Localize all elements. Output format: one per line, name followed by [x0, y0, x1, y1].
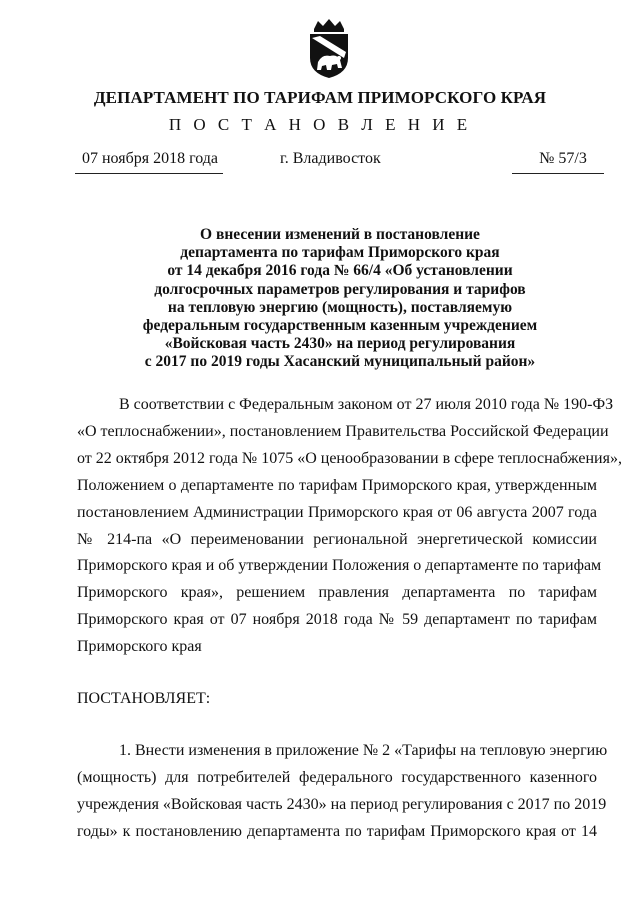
item-line: учреждения «Войсковая часть 2430» на период регулирования с 2017 по 2019	[77, 795, 607, 813]
preamble-line: В соответствии с Федеральным законом от 27 июля 2010 года № 190-ФЗ	[119, 396, 614, 413]
document-title	[120, 226, 560, 372]
title-line: с 2017 по 2019 годы Хасанский муниципальный район»	[144, 353, 536, 371]
item-line: годы» к постановлению департамента по тарифам Приморского края от 14	[77, 822, 597, 840]
title-line: О внесении изменений в постановление	[200, 226, 480, 243]
title-line: долгосрочных параметров регулирования и тарифов	[154, 280, 526, 298]
preamble-line: «О теплоснабжении», постановлением Правительства Российской Федерации	[77, 422, 609, 440]
preamble-line: Приморского края», решением правления департамента по тарифам	[77, 584, 597, 602]
coat-of-arms-icon	[304, 18, 354, 80]
title-line: «Войсковая часть 2430» на период регулирования	[164, 335, 516, 353]
preamble-line: постановлением Администрации Приморского края от 06 августа 2007 года	[77, 503, 597, 521]
item-line: 1. Внести изменения в приложение № 2 «Тарифы на тепловую энергию	[119, 742, 608, 759]
title-line: департамента по тарифам Приморского края	[180, 244, 500, 262]
document-date: 07 ноября 2018 года	[81, 150, 219, 167]
department-name: ДЕПАРТАМЕНТ ПО ТАРИФАМ ПРИМОРСКОГО КРАЯ	[93, 88, 547, 107]
resolves-heading: ПОСТАНОВЛЯЕТ:	[77, 690, 211, 707]
title-line: федеральным государственным казенным учреждением	[142, 317, 538, 335]
document-city: г. Владивосток	[280, 150, 381, 167]
preamble-line: от 22 октября 2012 года № 1075 «О ценообразовании в сфере теплоснабжения»,	[77, 449, 622, 467]
item-line: (мощность) для потребителей федерального государственного казенного	[77, 768, 597, 786]
preamble-line: Положением о департаменте по тарифам Приморского края, утвержденным	[77, 476, 597, 494]
title-line: от 14 декабря 2016 года № 66/4 «Об установлении	[167, 262, 513, 280]
document-number: № 57/3	[539, 150, 587, 167]
preamble-line: № 214-па «О переименовании региональной энергетической комиссии	[77, 530, 597, 548]
document-type: П О С Т А Н О В Л Е Н И Е	[168, 115, 472, 134]
preamble-line: Приморского края и об утверждении Положения о департаменте по тарифам	[77, 557, 602, 575]
preamble-line: Приморского края	[77, 638, 202, 656]
item-1-paragraph	[77, 738, 608, 846]
number-underline	[512, 173, 604, 174]
date-underline	[75, 173, 223, 174]
title-line: на тепловую энергию (мощность), поставляемую	[167, 298, 513, 316]
preamble-paragraph	[77, 392, 622, 661]
preamble-line: Приморского края от 07 ноября 2018 года № 59 департамент по тарифам	[77, 611, 597, 629]
